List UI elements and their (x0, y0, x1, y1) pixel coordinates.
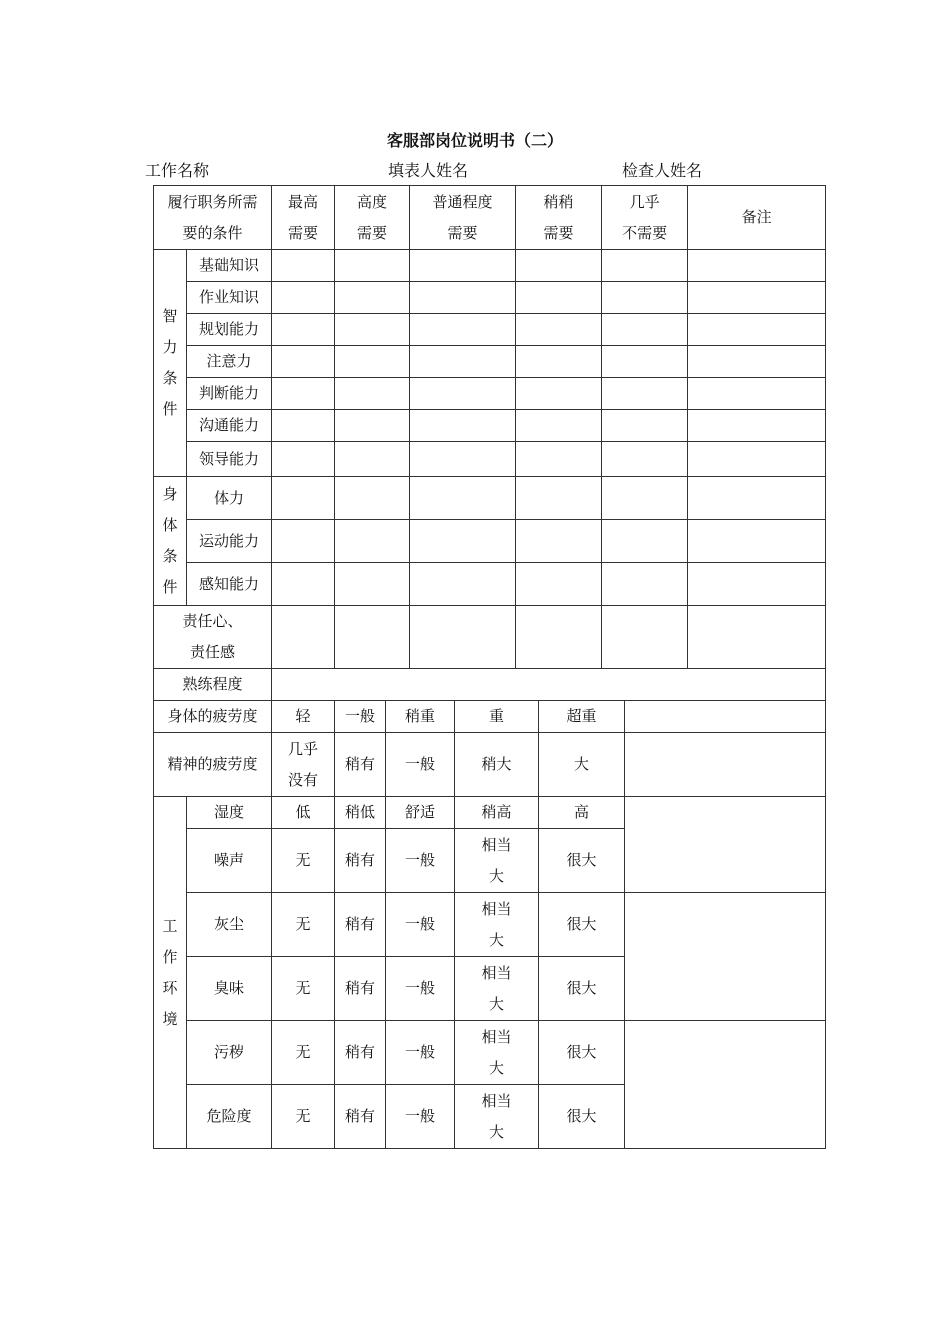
table-row (154, 1021, 826, 1085)
fatigue-option[interactable]: 一般 (335, 701, 386, 733)
rating-cell[interactable] (410, 477, 516, 520)
remarks-cell[interactable] (688, 250, 826, 282)
rating-cell[interactable] (602, 606, 688, 669)
option-line: 相当 (481, 1091, 512, 1110)
env-option[interactable]: 稍有 (335, 1021, 386, 1085)
rating-cell[interactable] (410, 282, 516, 314)
table-row (154, 378, 826, 410)
option-line: 大 (489, 994, 505, 1013)
env-option[interactable]: 舒适 (386, 797, 455, 829)
item-label: 灰尘 (187, 893, 272, 957)
level-header-barely (602, 186, 688, 250)
option-line: 相当 (481, 1027, 512, 1046)
rating-cell[interactable] (272, 410, 335, 442)
rating-cell[interactable] (335, 477, 410, 520)
env-option[interactable] (455, 957, 539, 1021)
checker-name-label: 检查人姓名 (622, 161, 703, 180)
rating-cell[interactable] (272, 314, 335, 346)
level-header-normal (410, 186, 516, 250)
remarks-cell[interactable] (625, 733, 826, 797)
condition-header-line: 履行职务所需 (167, 192, 258, 211)
rating-cell[interactable] (602, 520, 688, 563)
level-header-highest (272, 186, 335, 250)
intellect-group-label (154, 250, 187, 477)
table-row (154, 563, 826, 606)
job-name-label: 工作名称 (145, 161, 210, 180)
item-label: 噪声 (187, 829, 272, 893)
fatigue-option[interactable] (272, 733, 335, 797)
env-option[interactable]: 稍有 (335, 1085, 386, 1149)
group-char: 作 (162, 947, 178, 966)
item-label: 湿度 (187, 797, 272, 829)
filler-name-label: 填表人姓名 (388, 161, 469, 180)
env-option[interactable]: 很大 (539, 893, 625, 957)
table-row (154, 346, 826, 378)
env-option[interactable]: 无 (272, 1085, 335, 1149)
rating-cell[interactable] (272, 346, 335, 378)
env-option[interactable] (455, 1085, 539, 1149)
level-header-line: 最高 (288, 192, 319, 211)
remarks-cell[interactable] (688, 520, 826, 563)
table-row (154, 606, 826, 669)
level-header-line: 稍稍 (543, 192, 574, 211)
rating-cell[interactable] (410, 250, 516, 282)
rating-cell[interactable] (410, 442, 516, 477)
table-row (154, 250, 826, 282)
option-line: 几乎 (288, 739, 319, 758)
fatigue-option[interactable]: 轻 (272, 701, 335, 733)
env-option[interactable]: 一般 (386, 1021, 455, 1085)
remarks-cell[interactable] (688, 442, 826, 477)
rating-cell[interactable] (516, 477, 602, 520)
rating-cell[interactable] (410, 520, 516, 563)
remarks-cell[interactable] (688, 410, 826, 442)
rating-cell[interactable] (272, 378, 335, 410)
group-char: 体 (162, 516, 178, 534)
env-option[interactable]: 一般 (386, 829, 455, 893)
group-char: 件 (162, 400, 178, 418)
rating-cell[interactable] (602, 477, 688, 520)
remarks-header: 备注 (688, 186, 826, 250)
remarks-cell[interactable] (688, 282, 826, 314)
table-row (154, 797, 826, 829)
fatigue-option[interactable]: 稍重 (386, 701, 455, 733)
rating-cell[interactable] (516, 314, 602, 346)
table-row (154, 282, 826, 314)
table-row (154, 314, 826, 346)
env-option[interactable] (455, 1021, 539, 1085)
fatigue-option[interactable]: 稍有 (335, 733, 386, 797)
item-label: 规划能力 (187, 314, 272, 346)
table-row (154, 410, 826, 442)
group-char: 力 (162, 338, 178, 356)
group-char: 智 (162, 307, 178, 325)
table-row (154, 733, 826, 797)
item-label: 臭味 (187, 957, 272, 1021)
level-header-line: 普通程度 (432, 192, 493, 211)
item-label: 沟通能力 (187, 410, 272, 442)
rating-cell[interactable] (335, 410, 410, 442)
option-line: 大 (489, 866, 505, 885)
level-header-line: 需要 (357, 223, 388, 242)
rating-cell[interactable] (516, 520, 602, 563)
body-fatigue-label: 身体的疲劳度 (154, 701, 272, 733)
rating-cell[interactable] (516, 606, 602, 669)
rating-cell[interactable] (335, 282, 410, 314)
physical-group-label (154, 477, 187, 606)
fatigue-option[interactable]: 稍大 (455, 733, 539, 797)
rating-cell[interactable] (602, 314, 688, 346)
item-label: 判断能力 (187, 378, 272, 410)
rating-cell[interactable] (516, 410, 602, 442)
remarks-cell[interactable] (625, 893, 826, 1021)
env-option[interactable]: 稍低 (335, 797, 386, 829)
page-title: 客服部岗位说明书（二） (386, 131, 563, 150)
group-char: 条 (162, 369, 178, 387)
env-option[interactable]: 高 (539, 797, 625, 829)
option-line: 相当 (481, 963, 512, 982)
level-header-line: 不需要 (622, 223, 668, 242)
rating-cell[interactable] (516, 346, 602, 378)
env-option[interactable]: 无 (272, 893, 335, 957)
rating-cell[interactable] (410, 563, 516, 606)
item-label: 领导能力 (187, 442, 272, 477)
remarks-cell[interactable] (625, 797, 826, 893)
level-header-line: 需要 (447, 223, 478, 242)
remarks-cell[interactable] (688, 477, 826, 520)
env-option[interactable]: 稍高 (455, 797, 539, 829)
condition-header (154, 186, 272, 250)
rating-cell[interactable] (516, 563, 602, 606)
option-line: 大 (489, 1058, 505, 1077)
job-requirements-table (153, 185, 826, 1149)
level-header-line: 需要 (288, 223, 319, 242)
rating-cell[interactable] (335, 346, 410, 378)
group-char: 条 (162, 547, 178, 565)
item-label: 运动能力 (187, 520, 272, 563)
group-char: 件 (162, 578, 178, 596)
env-option[interactable]: 一般 (386, 893, 455, 957)
table-row (154, 701, 826, 733)
rating-cell[interactable] (410, 410, 516, 442)
env-option[interactable]: 无 (272, 1021, 335, 1085)
level-header-line: 高度 (357, 192, 388, 211)
group-char: 身 (162, 485, 178, 503)
table-row (154, 442, 826, 477)
item-label: 危险度 (187, 1085, 272, 1149)
rating-cell[interactable] (272, 606, 335, 669)
proficiency-value[interactable] (272, 669, 826, 701)
condition-header-line: 要的条件 (182, 223, 243, 242)
rating-cell[interactable] (272, 477, 335, 520)
label-line: 责任感 (190, 643, 236, 661)
item-label: 基础知识 (187, 250, 272, 282)
level-header-high (335, 186, 410, 250)
rating-cell[interactable] (602, 250, 688, 282)
item-label: 体力 (187, 477, 272, 520)
env-option[interactable]: 很大 (539, 829, 625, 893)
fatigue-option[interactable]: 一般 (386, 733, 455, 797)
fatigue-option[interactable]: 大 (539, 733, 625, 797)
rating-cell[interactable] (335, 563, 410, 606)
group-char: 环 (162, 978, 178, 997)
level-header-line: 几乎 (629, 192, 660, 211)
env-option[interactable] (455, 829, 539, 893)
rating-cell[interactable] (410, 346, 516, 378)
level-header-slight (516, 186, 602, 250)
rating-cell[interactable] (272, 442, 335, 477)
table-row (154, 520, 826, 563)
remarks-cell[interactable] (688, 346, 826, 378)
rating-cell[interactable] (410, 314, 516, 346)
rating-cell[interactable] (602, 346, 688, 378)
mental-fatigue-label: 精神的疲劳度 (154, 733, 272, 797)
item-label: 注意力 (187, 346, 272, 378)
fatigue-option[interactable]: 重 (455, 701, 539, 733)
env-option[interactable] (455, 893, 539, 957)
rating-cell[interactable] (335, 606, 410, 669)
rating-cell[interactable] (272, 250, 335, 282)
group-char: 工 (162, 916, 178, 935)
option-line: 相当 (481, 899, 512, 918)
env-option[interactable]: 低 (272, 797, 335, 829)
rating-cell[interactable] (335, 378, 410, 410)
env-option[interactable]: 很大 (539, 1021, 625, 1085)
option-line: 大 (489, 930, 505, 949)
environment-group-label (154, 797, 187, 1149)
rating-cell[interactable] (410, 378, 516, 410)
remarks-cell[interactable] (688, 563, 826, 606)
table-row (154, 477, 826, 520)
rating-cell[interactable] (272, 282, 335, 314)
rating-cell[interactable] (516, 442, 602, 477)
rating-cell[interactable] (602, 442, 688, 477)
rating-cell[interactable] (335, 250, 410, 282)
rating-cell[interactable] (410, 606, 516, 669)
rating-cell[interactable] (602, 378, 688, 410)
label-line: 责任心、 (182, 612, 243, 630)
rating-cell[interactable] (602, 282, 688, 314)
remarks-cell[interactable] (688, 314, 826, 346)
remarks-cell[interactable] (688, 606, 826, 669)
env-option[interactable]: 一般 (386, 1085, 455, 1149)
remarks-cell[interactable] (625, 1021, 826, 1149)
table-row (154, 893, 826, 957)
proficiency-label: 熟练程度 (154, 669, 272, 701)
fatigue-option[interactable]: 超重 (539, 701, 625, 733)
remarks-cell[interactable] (688, 378, 826, 410)
option-line: 没有 (288, 770, 319, 789)
env-option[interactable]: 很大 (539, 957, 625, 1021)
rating-cell[interactable] (335, 442, 410, 477)
item-label: 感知能力 (187, 563, 272, 606)
rating-cell[interactable] (516, 282, 602, 314)
table-row (154, 669, 826, 701)
env-option[interactable]: 稍有 (335, 829, 386, 893)
env-option[interactable]: 稍有 (335, 957, 386, 1021)
rating-cell[interactable] (516, 378, 602, 410)
env-option[interactable]: 稍有 (335, 893, 386, 957)
group-char: 境 (162, 1009, 178, 1028)
rating-cell[interactable] (335, 314, 410, 346)
level-header-line: 需要 (543, 223, 574, 242)
rating-cell[interactable] (602, 563, 688, 606)
remarks-cell[interactable] (625, 701, 826, 733)
rating-cell[interactable] (335, 520, 410, 563)
option-line: 大 (489, 1122, 505, 1141)
rating-cell[interactable] (272, 520, 335, 563)
item-label: 作业知识 (187, 282, 272, 314)
levels-header-row (154, 186, 826, 250)
env-option[interactable]: 一般 (386, 957, 455, 1021)
env-option[interactable]: 无 (272, 829, 335, 893)
env-option[interactable]: 很大 (539, 1085, 625, 1149)
rating-cell[interactable] (602, 410, 688, 442)
env-option[interactable]: 无 (272, 957, 335, 1021)
item-label: 污秽 (187, 1021, 272, 1085)
responsibility-label (154, 606, 272, 669)
rating-cell[interactable] (272, 563, 335, 606)
rating-cell[interactable] (516, 250, 602, 282)
option-line: 相当 (481, 835, 512, 854)
